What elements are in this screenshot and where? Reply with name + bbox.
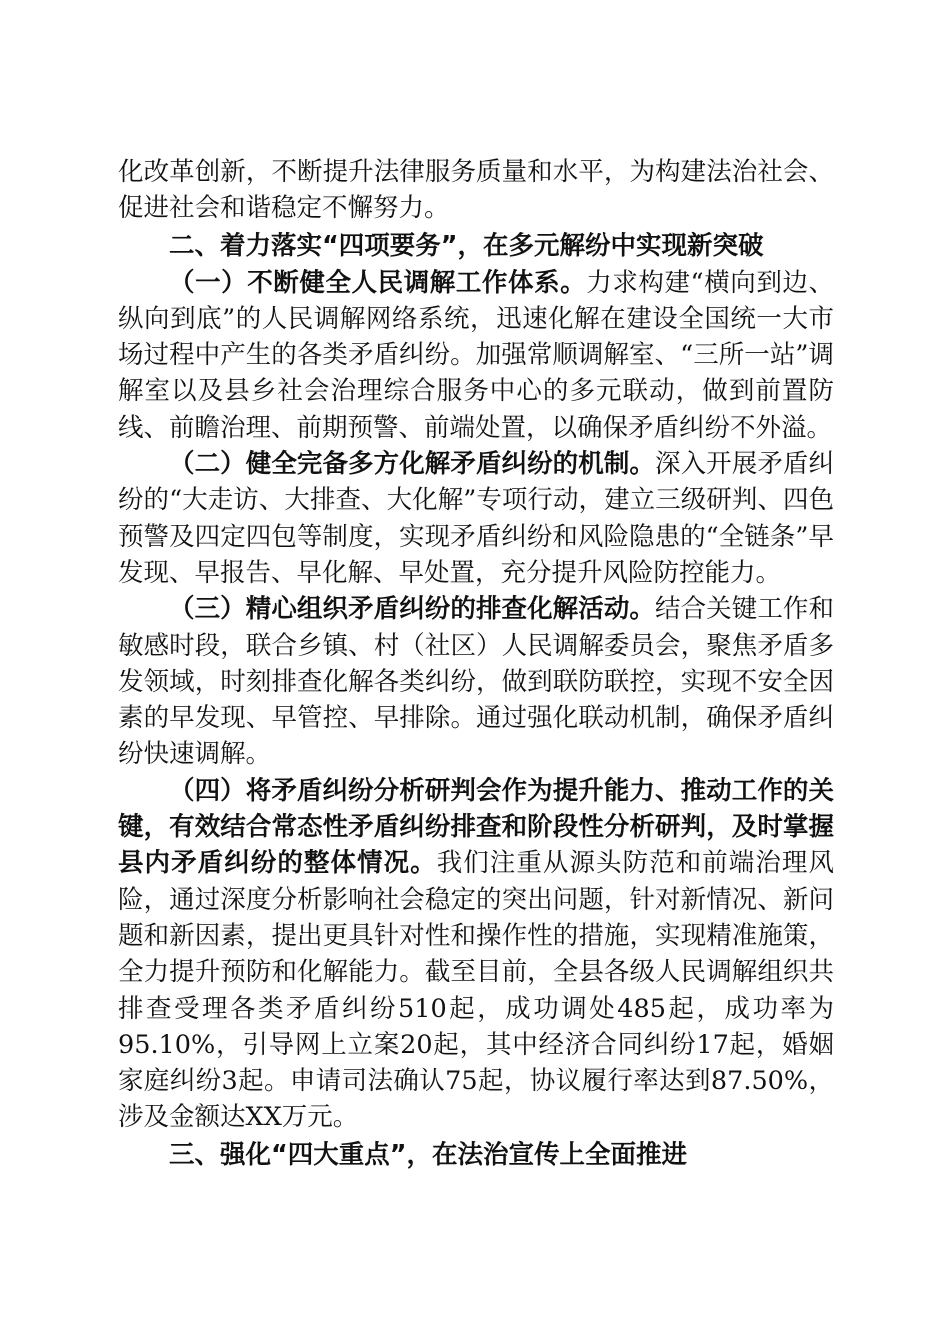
item-3-body: 结合关键工作和敏感时段，联合乡镇、村（社区）人民调解委员会，聚焦矛盾多发领域，时刻排查化解各类纠纷，做到联防联控，实现不安全因素的早发现、早管控、早排除。通过强化联动机制，确保矛盾纠纷快速调解。	[118, 594, 834, 770]
item-1-paragraph	[118, 265, 834, 446]
section-2-heading: 二、着力落实“四项要务”，在多元解纷中实现新突破	[169, 230, 764, 261]
item-3-title: （三）精心组织矛盾纠纷的排查化解活动。	[169, 594, 655, 625]
item-2-paragraph	[118, 446, 834, 591]
document-page	[118, 154, 834, 1174]
item-3-paragraph	[118, 591, 834, 772]
item-2-title: （二）健全完备多方化解矛盾纠纷的机制。	[169, 449, 655, 480]
item-4-paragraph	[118, 773, 834, 1136]
item-1-body: 力求构建“横向到边、纵向到底”的人民调解网络系统，迅速化解在建设全国统一大市场过程中产生的各类矛盾纠纷。加强常顺调解室、“三所一站”调解室以及县乡社会治理综合服务中心的多元联动，做到前置防线、前瞻治理、前期预警、前端处置，以确保矛盾纠纷不外溢。	[118, 267, 834, 443]
section-3-heading: 三、强化“四大重点”，在法治宣传上全面推进	[169, 1139, 688, 1170]
item-1-title: （一）不断健全人民调解工作体系。	[169, 267, 587, 298]
item-4-title: （四）将矛盾纠纷分析研判会作为提升能力、推动工作的关键，有效结合常态性矛盾纠纷排查和阶段性分析研判，及时掌握县内矛盾纠纷的整体情况。	[118, 775, 834, 879]
item-4-body: 我们注重从源头防范和前端治理风险，通过深度分析影响社会稳定的突出问题，针对新情况、新问题和新因素，提出更具针对性和操作性的措施，实现精准施策，全力提升预防和化解能力。截至目前，全县各级人民调解组织共排查受理各类矛盾纠纷510起，成功调处485起，成功率为95.10%，引导网上立案20起，其中经济合同纠纷17起，婚姻家庭纠纷3起。申请司法确认75起，协议履行率达到87.50%，涉及金额达XX万元。	[118, 848, 834, 1133]
continuation-paragraph: 化改革创新，不断提升法律服务质量和水平，为构建法治社会、促进社会和谐稳定不懈努力。	[118, 157, 834, 224]
item-2-body: 深入开展矛盾纠纷的“大走访、大排查、大化解”专项行动，建立三级研判、四色预警及四定四包等制度，实现矛盾纠纷和风险隐患的“全链条”早发现、早报告、早化解、早处置，充分提升风险防控能力。	[118, 449, 834, 588]
